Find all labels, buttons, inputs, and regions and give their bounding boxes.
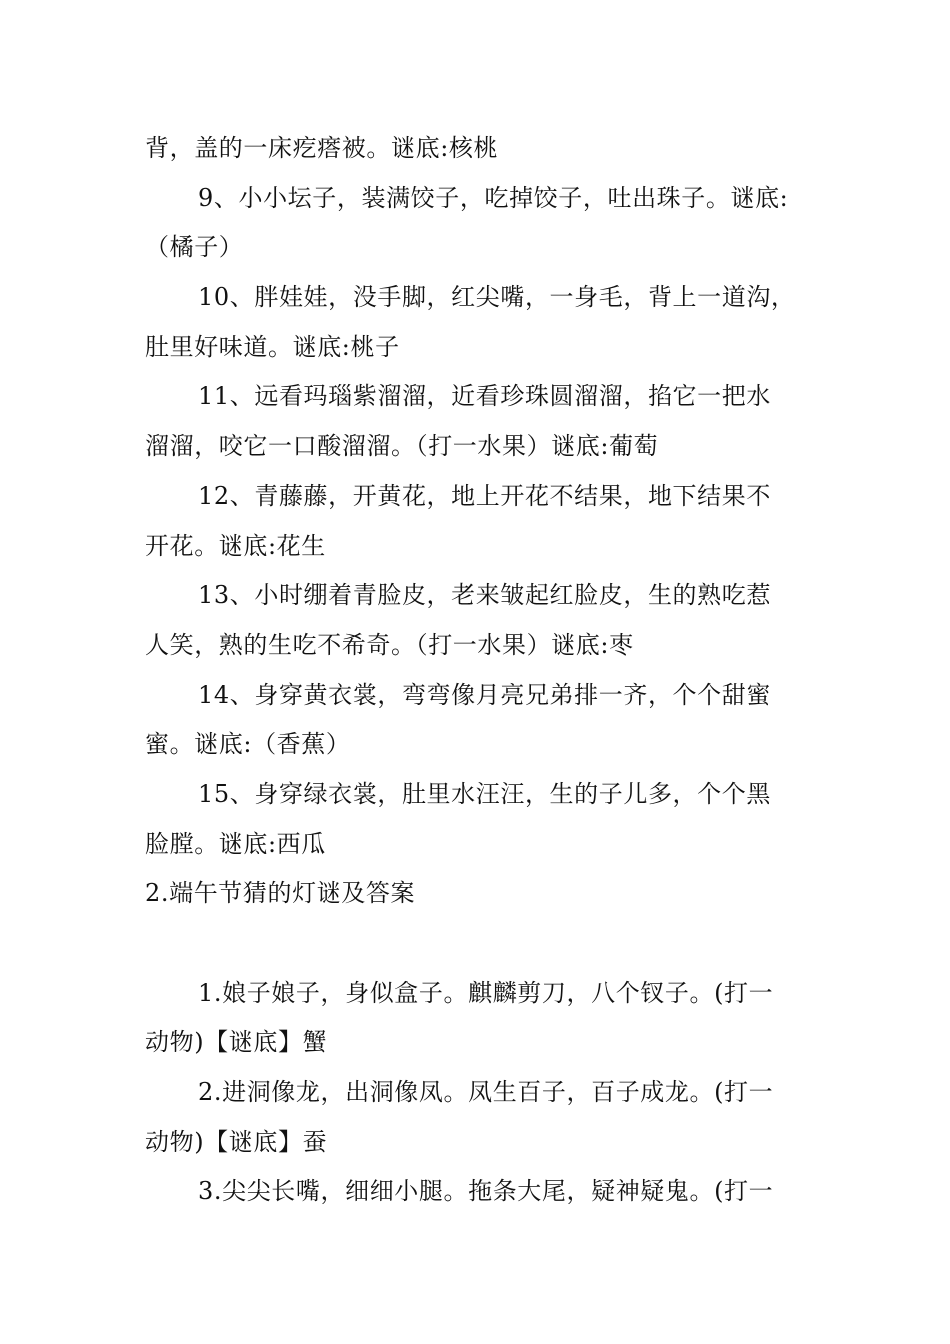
riddle-s2-1-line-2: 动物)【谜底】蟹: [145, 1028, 328, 1057]
riddle-13-line-1: 13、小时绷着青脸皮，老来皱起红脸皮，生的熟吃惹: [198, 581, 771, 610]
riddle-15-line-2: 脸膛。谜底:西瓜: [145, 829, 326, 858]
riddle-14-line-1: 14、身穿黄衣裳，弯弯像月亮兄弟排一齐，个个甜蜜: [198, 680, 771, 709]
riddle-s2-2-line-2: 动物)【谜底】蚕: [145, 1127, 328, 1156]
text-line: 背，盖的一床疙瘩被。谜底:核桃: [145, 134, 499, 162]
riddle-14-line-2: 蜜。谜底:（香蕉）: [145, 730, 351, 759]
blank-line: [145, 919, 815, 969]
riddle-10-line-1: 10、胖娃娃，没手脚，红尖嘴，一身毛，背上一道沟，: [198, 283, 796, 312]
riddle-13-line-2: 人笑，熟的生吃不希奇。（打一水果）谜底:枣: [145, 630, 634, 659]
riddle-15-line-1: 15、身穿绿衣裳，肚里水汪汪，生的子儿多，个个黑: [198, 779, 771, 808]
riddle-12-line-1: 12、青藤藤，开黄花，地上开花不结果，地下结果不: [198, 481, 771, 510]
riddle-9-line-2: （橘子）: [145, 233, 244, 262]
riddle-12-line-2: 开花。谜底:花生: [145, 531, 326, 560]
riddle-s2-2-line-1: 2.进洞像龙，出洞像凤。凤生百子，百子成龙。(打一: [198, 1078, 774, 1107]
riddle-s2-1-line-1: 1.娘子娘子，身似盒子。麒麟剪刀，八个钗子。(打一: [198, 978, 774, 1007]
riddle-11-line-2: 溜溜，咬它一口酸溜溜。（打一水果）谜底:葡萄: [145, 432, 659, 461]
riddle-10-line-2: 肚里好味道。谜底:桃子: [145, 332, 400, 361]
riddle-11-line-1: 11、远看玛瑙紫溜溜，近看珍珠圆溜溜，掐它一把水: [198, 382, 771, 411]
riddle-s2-3-line-1: 3.尖尖长嘴，细细小腿。拖条大尾，疑神疑鬼。(打一: [198, 1177, 774, 1206]
section-heading: 2.端午节猜的灯谜及答案: [145, 879, 416, 908]
document-page: [145, 124, 815, 1217]
riddle-9-line-1: 9、小小坛子，装满饺子，吃掉饺子，吐出珠子。谜底:: [198, 183, 789, 212]
